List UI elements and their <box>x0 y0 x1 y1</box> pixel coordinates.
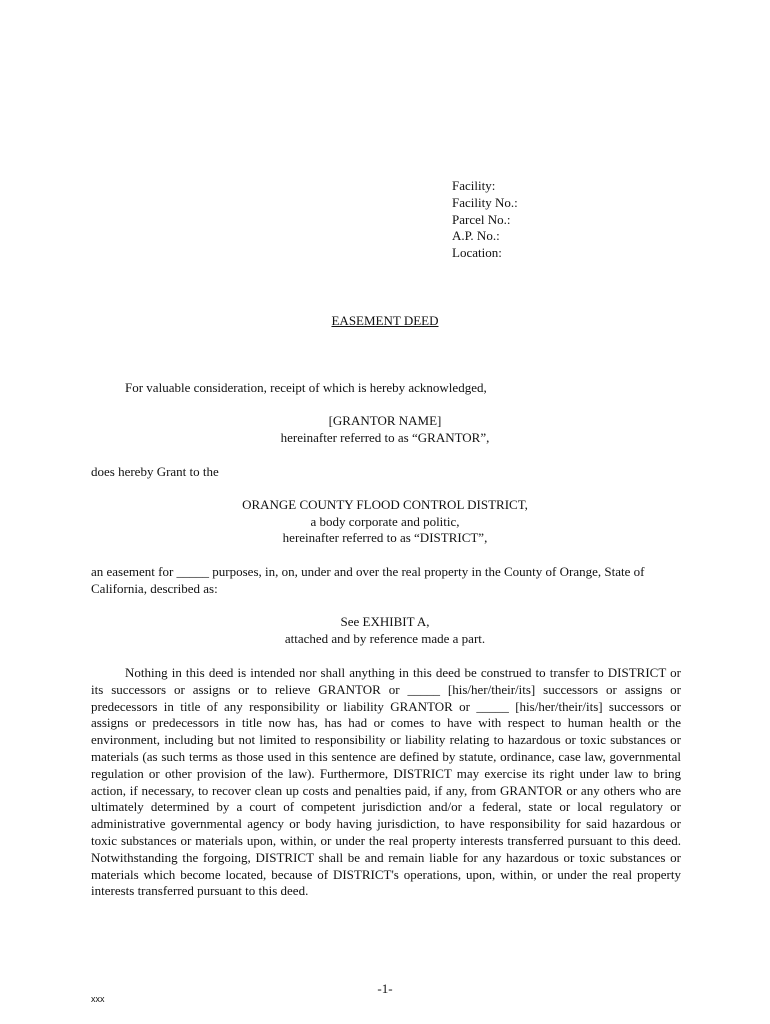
location-label: Location: <box>452 245 502 261</box>
district-body: a body corporate and politic, <box>310 514 460 529</box>
parcel-no-label: Parcel No.: <box>452 211 511 227</box>
page-number: -1- <box>377 981 393 996</box>
exhibit-attached: attached and by reference made a part. <box>284 631 486 646</box>
facility-info-block <box>452 178 712 262</box>
facility-no-label: Facility No.: <box>452 194 518 210</box>
grantor-referred: hereinafter referred to as “GRANTOR”, <box>280 430 490 445</box>
grant-phrase: does hereby Grant to the <box>91 464 219 479</box>
consideration-clause: For valuable consideration, receipt of which is hereby acknowledged, <box>125 380 487 395</box>
facility-label: Facility: <box>452 178 496 193</box>
ap-no-label: A.P. No.: <box>452 228 500 244</box>
district-referred: hereinafter referred to as “DISTRICT”, <box>282 530 488 545</box>
easement-clause: an easement for _____ purposes, in, on, under and over the real property in the County of Orange, State of California, described as: <box>91 564 645 596</box>
liability-paragraph: Nothing in this deed is intended nor shall anything in this deed be construed to transfer to DISTRICT or its successors or assigns or to relieve GRANTOR or _____ [his/her/their/its] successors or assigns or predecessors in title of any responsibility or liability GRANTOR or _____ [his/her/their/its] successors or assigns or predecessors in title now has, has had or comes to have with respect to human health or the environment, including but not limited to responsibility or liability relating to hazardous or toxic substances or materials (as such terms as those used in this sentence are defined by statute, ordinance, case law, governmental regulation or other provision of the law). Furthermore, DISTRICT may exercise its right under law to bring action, if necessary, to recover clean up costs and penalties paid, if any, from GRANTOR or any others who are ultimately determined by a court of competent jurisdiction and/or a federal, state or local regulatory or administrative governmental agency or body having jurisdiction, to have responsibility for said hazardous or toxic substances or materials upon, within, or under the real property interests transferred pursuant to this deed. Notwithstanding the forgoing, DISTRICT shall be and remain liable for any hazardous or toxic substances or materials which become located, because of DISTRICT's operations, upon, within, or under the real property interests transferred pursuant to this deed. <box>91 665 681 899</box>
district-name: ORANGE COUNTY FLOOD CONTROL DISTRICT, <box>242 497 528 512</box>
exhibit-reference: See EXHIBIT A, <box>340 614 430 629</box>
grantor-name: [GRANTOR NAME] <box>328 413 442 428</box>
document-title: EASEMENT DEED <box>331 313 439 328</box>
document-code: xxx <box>91 994 105 1004</box>
